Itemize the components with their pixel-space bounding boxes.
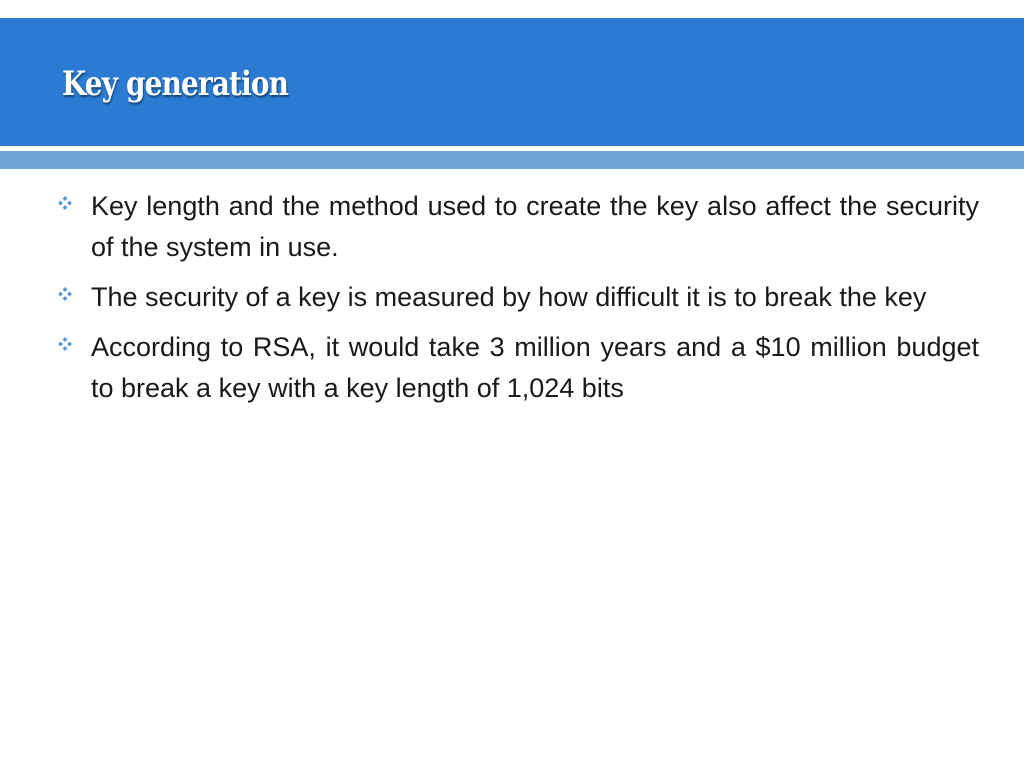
four-diamond-bullet-icon xyxy=(58,287,72,301)
accent-stripe xyxy=(0,151,1024,169)
list-item xyxy=(58,186,979,268)
four-diamond-bullet-icon xyxy=(58,196,72,210)
list-item xyxy=(58,277,979,318)
four-diamond-bullet-icon xyxy=(58,337,72,351)
slide-title: Key generation xyxy=(62,64,289,104)
bullet-text: Key length and the method used to create the key also affect the security of the system in use. xyxy=(91,191,979,262)
bullet-text: According to RSA, it would take 3 million years and a $10 million budget to break a key with a key length of 1,024 bits xyxy=(91,332,979,403)
list-item xyxy=(58,327,979,409)
bullet-text: The security of a key is measured by how difficult it is to break the key xyxy=(91,282,927,312)
bullet-list xyxy=(58,186,979,418)
